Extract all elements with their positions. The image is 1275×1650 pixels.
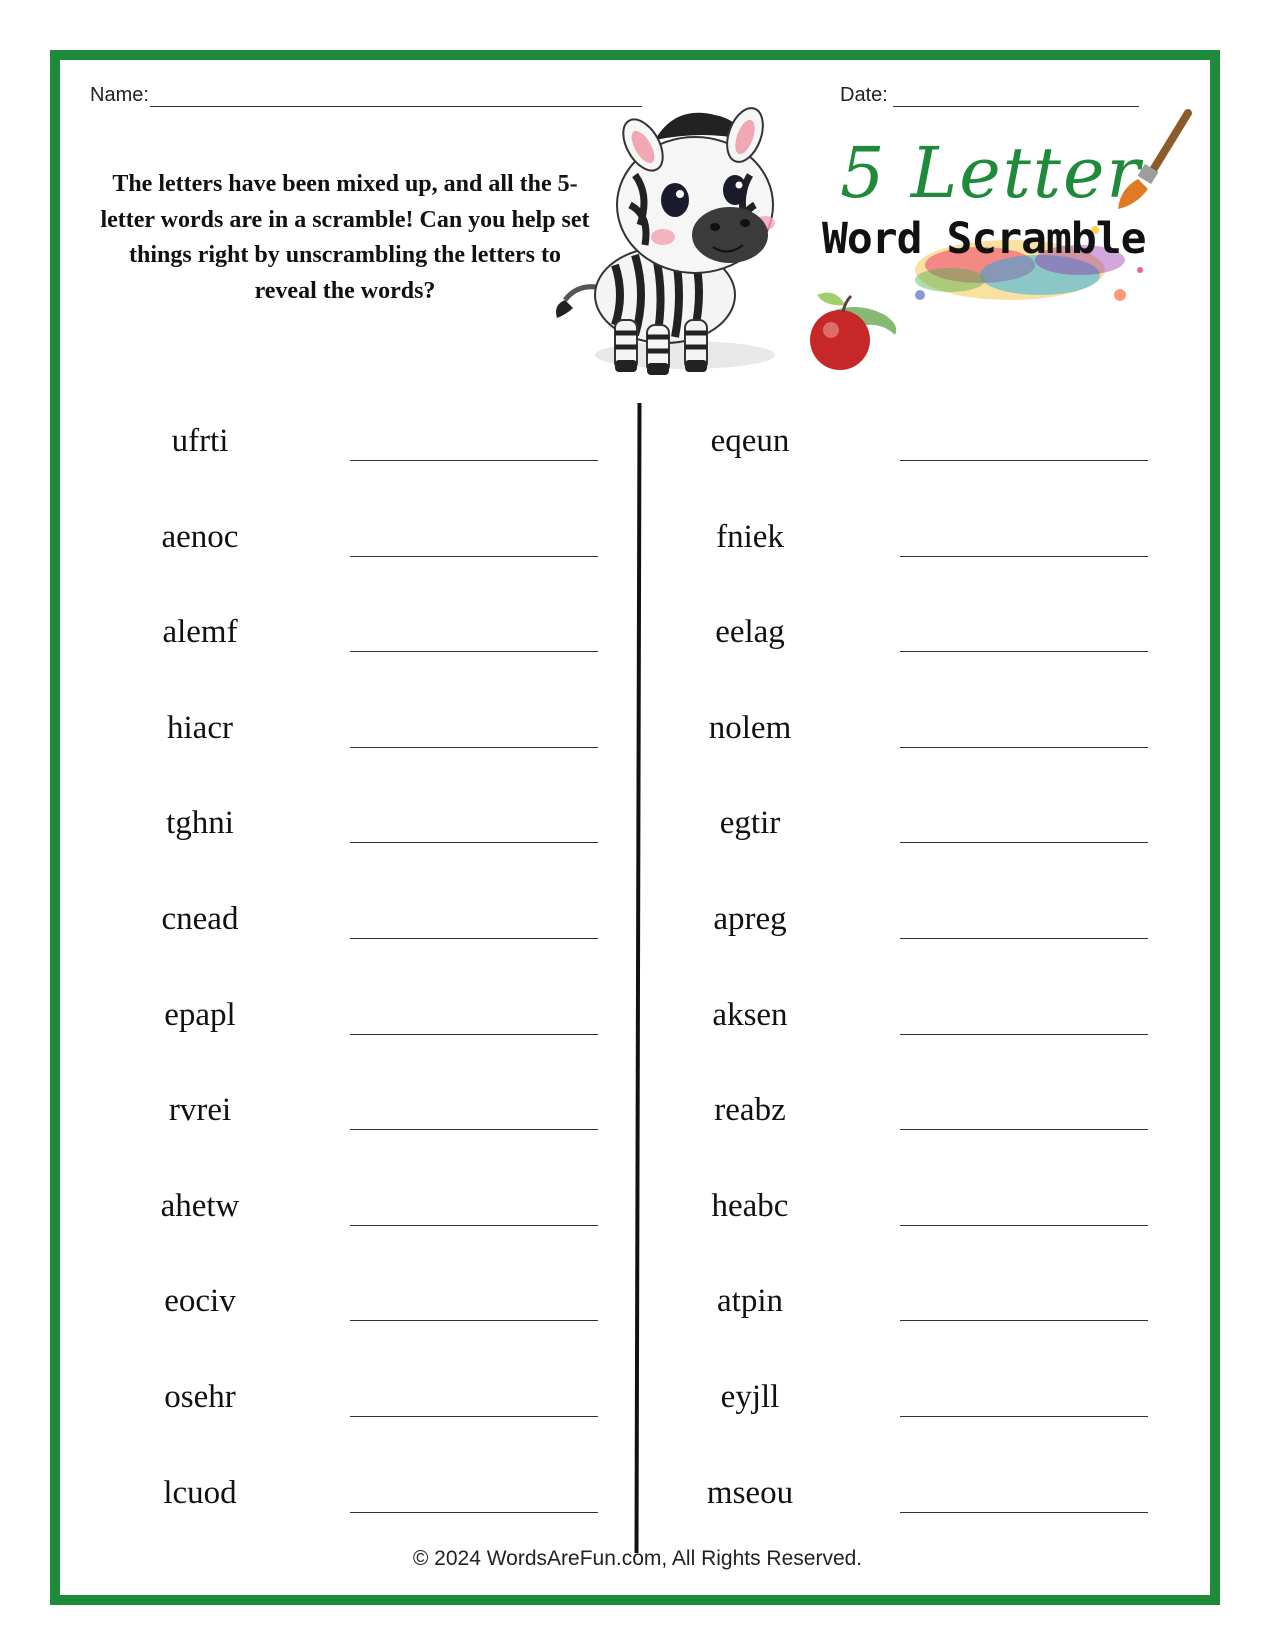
scrambled-word: eqeun — [710, 423, 790, 459]
title-word-scramble: Word Scramble — [822, 214, 1146, 264]
answer-line[interactable] — [350, 1034, 598, 1035]
scrambled-word: atpin — [717, 1283, 783, 1320]
answer-line[interactable] — [900, 1416, 1148, 1417]
date-field[interactable] — [893, 106, 1139, 107]
answer-line[interactable] — [900, 556, 1148, 557]
answer-line[interactable] — [350, 747, 598, 748]
scrambled-word: egtir — [719, 805, 781, 842]
scrambled-word: aenoc — [161, 518, 239, 555]
answer-line[interactable] — [900, 1225, 1148, 1226]
answer-line[interactable] — [900, 1512, 1148, 1513]
answer-line[interactable] — [350, 651, 598, 652]
scrambled-word: reabz — [714, 1092, 786, 1129]
answer-line[interactable] — [900, 651, 1148, 652]
scrambled-word: eyjll — [720, 1378, 780, 1415]
answer-line[interactable] — [900, 1320, 1148, 1321]
instructions-text: The letters have been mixed up, and all the 5-letter words are in a scramble! Can you help set things right by unscrambling the letters to reveal the words? — [100, 171, 590, 304]
scrambled-word: apreg — [713, 900, 787, 937]
scrambled-word: nolem — [708, 709, 792, 746]
scrambled-word: ahetw — [160, 1187, 240, 1224]
scrambled-word: aksen — [712, 996, 788, 1033]
answer-line[interactable] — [350, 1129, 598, 1130]
scrambled-word: osehr — [164, 1378, 236, 1415]
answer-line[interactable] — [900, 1129, 1148, 1130]
answer-line[interactable] — [900, 842, 1148, 843]
answer-line[interactable] — [900, 460, 1148, 461]
answer-line[interactable] — [350, 460, 598, 461]
answer-line[interactable] — [900, 938, 1148, 939]
scrambled-word: hiacr — [167, 709, 233, 746]
scrambled-word: eelag — [715, 614, 785, 651]
scrambled-word: epapl — [164, 996, 236, 1033]
answer-line[interactable] — [900, 747, 1148, 748]
scrambled-word: mseou — [706, 1474, 794, 1511]
name-label: Name: — [90, 84, 149, 106]
date-label: Date: — [840, 84, 888, 106]
answer-line[interactable] — [350, 1225, 598, 1226]
answer-line[interactable] — [350, 1416, 598, 1417]
scrambled-word: fniek — [716, 518, 784, 555]
title-five-letter: 5 Letter — [840, 132, 1142, 214]
answer-line[interactable] — [350, 842, 598, 843]
scrambled-word: eociv — [164, 1283, 236, 1320]
answer-line[interactable] — [900, 1034, 1148, 1035]
scrambled-word: tghni — [166, 805, 234, 842]
scrambled-word: cnead — [161, 900, 239, 937]
zebra-illustration — [535, 105, 825, 395]
scrambled-word: alemf — [162, 614, 238, 651]
scrambled-word: heabc — [711, 1187, 789, 1224]
answer-line[interactable] — [350, 1512, 598, 1513]
scrambled-word: ufrti — [171, 423, 229, 459]
answer-line[interactable] — [350, 938, 598, 939]
scrambled-word: rvrei — [168, 1092, 232, 1129]
answer-line[interactable] — [350, 1320, 598, 1321]
scrambled-word: lcuod — [163, 1474, 237, 1511]
copyright-footer: © 2024 WordsAreFun.com, All Rights Reserved. — [412, 1547, 863, 1570]
answer-line[interactable] — [350, 556, 598, 557]
